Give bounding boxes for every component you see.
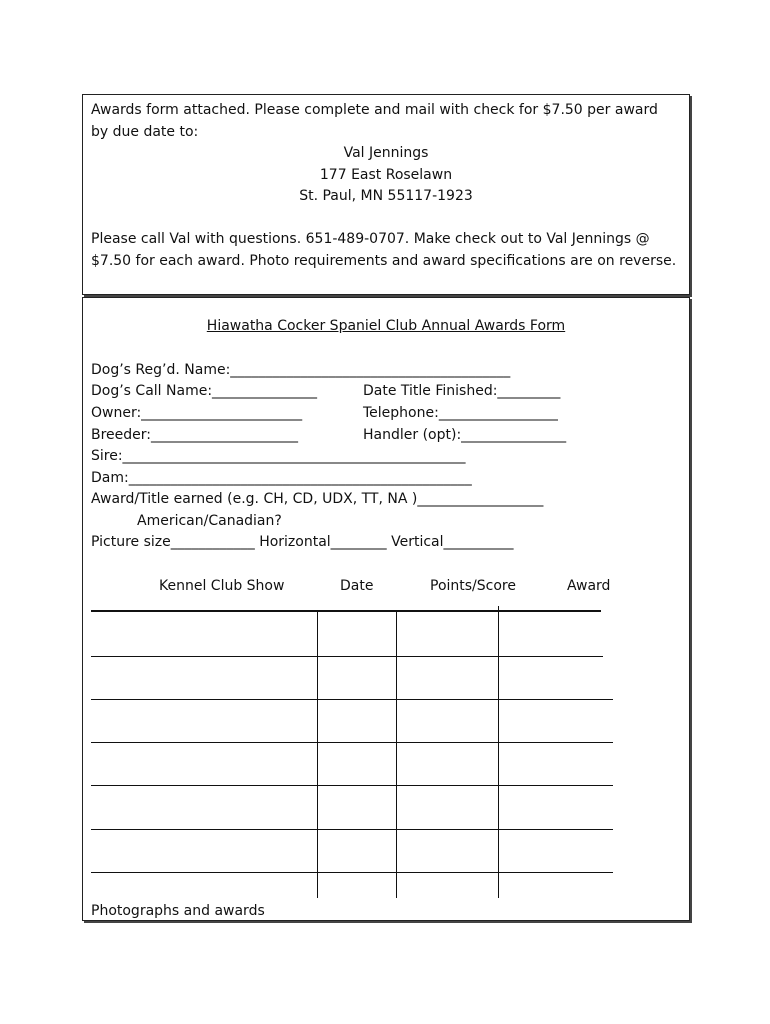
footer-photographs-and-awards: Photographs and awards: [91, 903, 265, 919]
field-award-title[interactable]: Award/Title earned (e.g. CH, CD, UDX, TT, NA )__________________: [91, 491, 544, 507]
table-row-line[interactable]: [91, 829, 613, 830]
field-regd-name[interactable]: Dog’s Reg’d. Name:________________________________________: [91, 362, 511, 378]
instructions-line-2: by due date to:: [91, 124, 199, 140]
table-column-divider: [396, 612, 397, 898]
field-owner[interactable]: Owner:_______________________: [91, 405, 303, 421]
address-street: 177 East Roselawn: [319, 167, 453, 183]
column-header-kennel-club-show: Kennel Club Show: [159, 578, 285, 594]
table-header-rule: [91, 610, 601, 612]
form-title: Hiawatha Cocker Spaniel Club Annual Awards Form: [206, 318, 566, 334]
field-call-name[interactable]: Dog’s Call Name:_______________: [91, 383, 318, 399]
column-header-date: Date: [340, 578, 374, 594]
address-name: Val Jennings: [343, 145, 429, 161]
field-picture-size[interactable]: Picture size____________ Horizontal________ Vertical__________: [91, 534, 514, 550]
table-column-divider: [498, 606, 499, 898]
field-date-title-finished[interactable]: Date Title Finished:_________: [363, 383, 561, 399]
instructions-line-1: Awards form attached. Please complete and mail with check for $7.50 per award: [91, 102, 658, 118]
awards-form-box: [82, 297, 690, 921]
field-sire[interactable]: Sire:_________________________________________________: [91, 448, 466, 464]
table-row-line[interactable]: [91, 699, 613, 700]
table-row-line[interactable]: [91, 742, 613, 743]
table-column-divider: [317, 612, 318, 898]
field-breeder[interactable]: Breeder:_____________________: [91, 427, 299, 443]
address-city: St. Paul, MN 55117-1923: [299, 188, 473, 204]
field-handler[interactable]: Handler (opt):_______________: [363, 427, 567, 443]
contact-note-line-2: $7.50 for each award. Photo requirements and award specifications are on reverse.: [91, 253, 677, 269]
table-row-line[interactable]: [91, 872, 613, 873]
field-telephone[interactable]: Telephone:_________________: [363, 405, 558, 421]
column-header-points-score: Points/Score: [430, 578, 516, 594]
field-dam[interactable]: Dam:_________________________________________________: [91, 470, 472, 486]
column-header-award: Award: [567, 578, 611, 594]
field-american-canadian[interactable]: American/Canadian?: [137, 513, 282, 529]
instructions-box: [82, 94, 690, 295]
table-row-line[interactable]: [91, 785, 613, 786]
contact-note-line-1: Please call Val with questions. 651-489-0707. Make check out to Val Jennings @: [91, 231, 650, 247]
table-row-line[interactable]: [91, 656, 603, 657]
